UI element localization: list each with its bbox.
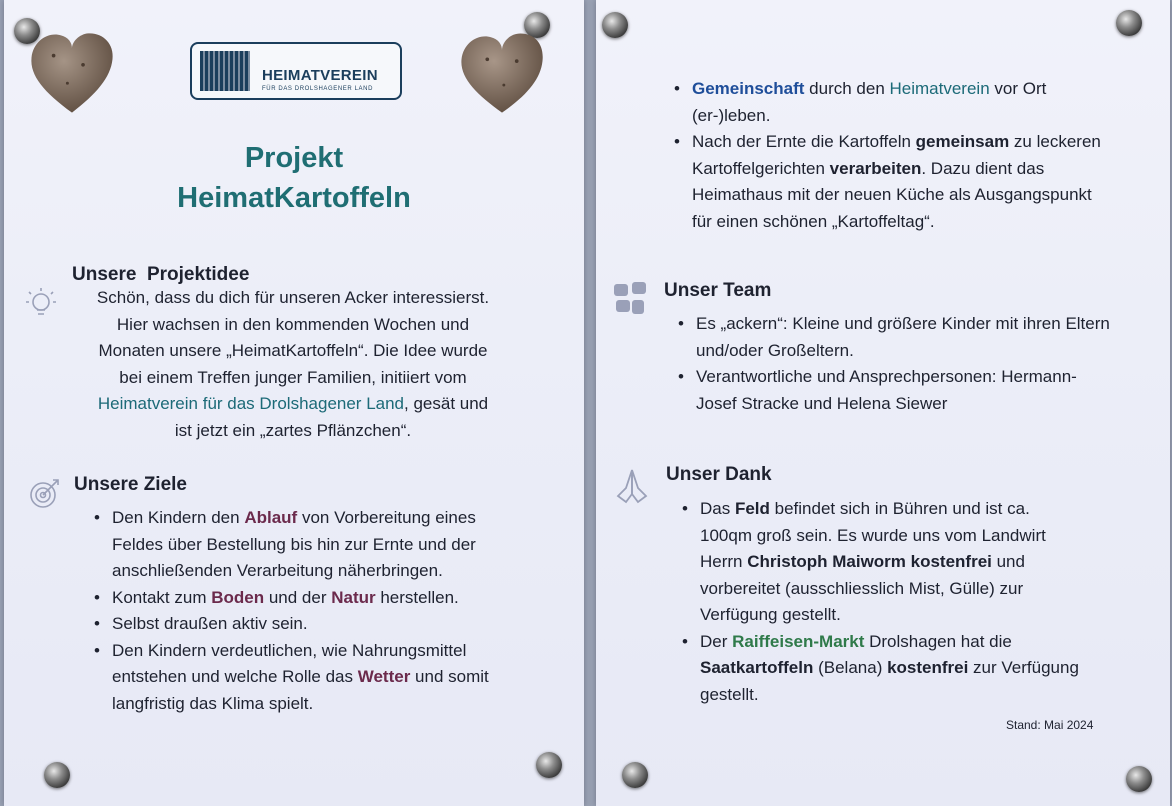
ziele-list [92,505,522,717]
team-item-1: • Es „ackern“: Kleine und größere Kinder mit ihren Eltern und/oder Großeltern. [676,311,1116,364]
praying-hands-icon [612,466,652,506]
pin-top-right [1116,10,1142,36]
top-item-1: • Gemeinschaft durch den Heimatverein vor Ort (er-)leben. [672,76,1112,129]
heading-projektidee: Unsere Projektidee [72,264,250,285]
potato-heart-right [456,28,548,120]
logo-name: HEIMATVEREIN [262,67,378,84]
ziele-item-1: • Den Kindern den Ablauf von Vorbereitung eines Feldes über Bestellung bis hin zur Ernte und der anschließenden Verarbeitung näherbringen. [92,505,522,585]
left-poster [4,0,584,806]
team-list [676,311,1116,417]
potato-heart-left [26,28,118,120]
ziele-item-2: • Kontakt zum Boden und der Natur herstellen. [92,585,522,612]
title-line-1: Projekt [244,142,344,174]
idee-line-5: Heimatverein für das Drolshagener Land, gesät und [97,394,489,413]
ziele-item-3: • Selbst draußen aktiv sein. [92,611,522,638]
ziele-item-4: • Den Kindern verdeutlichen, wie Nahrungsmittel entstehen und welche Rolle das Wetter und somit langfristig das Klima spielt. [92,638,522,718]
heading-team: Unser Team [664,280,772,301]
pin-bottom-right [536,752,562,778]
team-hands-icon [610,278,650,318]
idee-line-6: ist jetzt ein „zartes Pflänzchen“. [174,420,412,440]
idee-line-3: Monaten unsere „HeimatKartoffeln“. Die Idee wurde [98,341,488,360]
dank-item-1: • Das Feld befindet sich in Bühren und ist ca. 100qm groß sein. Es wurde uns vom Landwirt Herrn Christoph Maiworm kostenfrei und vorbereitet (ausschliesslich Mist, Gülle) zur Verfügung gestellt. [680,496,1080,629]
title-line-2: HeimatKartoffeln [177,182,411,214]
pin-top-left [602,12,628,38]
pin-bottom-left [44,762,70,788]
top-list [672,76,1112,235]
idee-line-4: bei einem Treffen junger Familien, initiiert vom [119,367,467,387]
pin-bottom-right [1126,766,1152,792]
top-item-2: • Nach der Ernte die Kartoffeln gemeinsam zu leckeren Kartoffelgerichten verarbeiten. Dazu dient das Heimathaus mit der neuen Küche als Ausgangspunkt für einen schönen „Kartoffeltag“. [672,129,1112,235]
team-item-2: • Verantwortliche und Ansprechpersonen: Hermann-Josef Stracke und Helena Siewer [676,364,1116,417]
pin-bottom-left [622,762,648,788]
heimatverein-link-text: Heimatverein für das Drolshagener Land [97,394,405,413]
logo-building-mark [200,51,250,91]
dank-list [680,496,1080,708]
target-icon [28,476,62,510]
right-poster [596,0,1170,806]
heimatverein-logo [190,42,402,100]
heading-ziele: Unsere Ziele [74,474,187,495]
lightbulb-icon [24,286,58,322]
idee-line-1: Schön, dass du dich für unseren Acker interessierst. [96,288,490,307]
logo-subtitle: FÜR DAS DROLSHAGENER LAND [262,86,374,92]
dank-item-2: • Der Raiffeisen-Markt Drolshagen hat die Saatkartoffeln (Belana) kostenfrei zur Verfügung gestellt. [680,629,1080,709]
projektidee-text [68,285,518,444]
heading-dank: Unser Dank [666,464,772,485]
idee-line-2: Hier wachsen in den kommenden Wochen und [116,314,470,334]
stand-date: Stand: Mai 2024 [1006,718,1094,732]
